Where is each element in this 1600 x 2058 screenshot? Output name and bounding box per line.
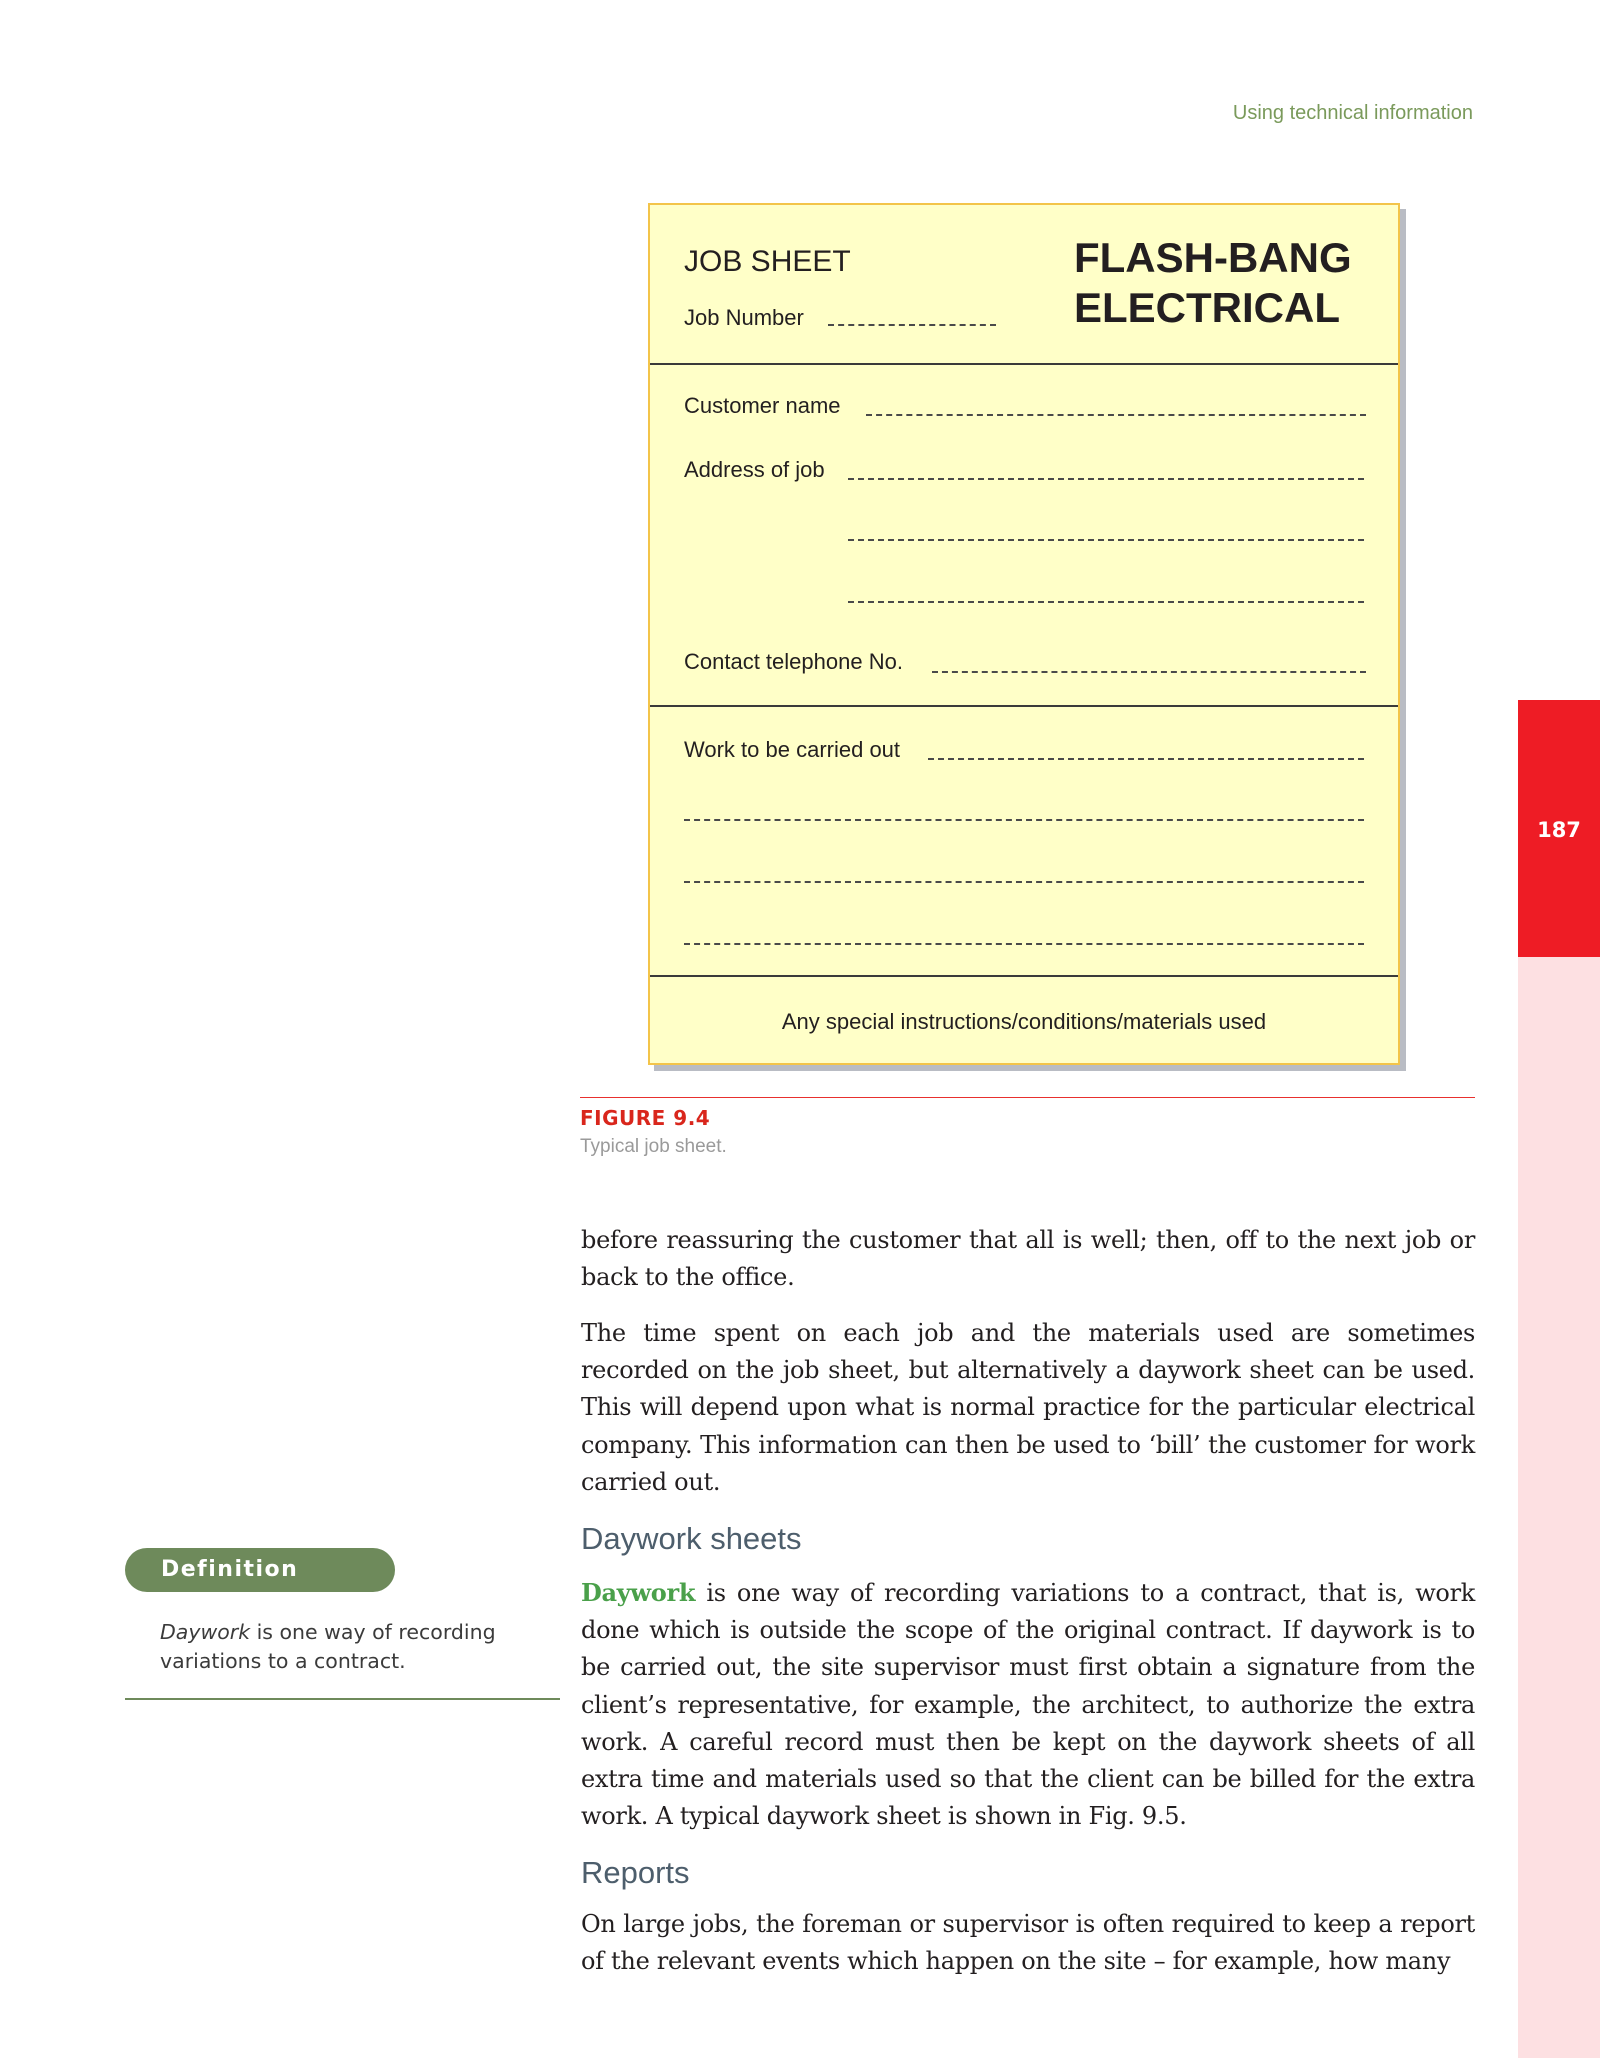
job-number-field <box>828 324 996 326</box>
job-number-label: Job Number <box>684 305 804 330</box>
work-field-line1 <box>928 758 1364 760</box>
job-sheet-form <box>648 203 1400 1065</box>
definition-term: Daywork <box>160 1620 251 1644</box>
job-sheet-title: JOB SHEET <box>684 245 851 278</box>
address-label: Address of job <box>684 457 825 482</box>
running-head: Using technical information <box>1232 102 1473 124</box>
work-field-line2 <box>684 819 1364 821</box>
definition-text <box>160 1618 560 1676</box>
page-number: 187 <box>1537 818 1581 842</box>
definition-title: Definition <box>161 1557 299 1582</box>
address-field-line1 <box>848 478 1364 480</box>
definition-rule <box>125 1698 560 1700</box>
figure-label: FIGURE 9.4 <box>580 1106 711 1130</box>
definition-badge <box>125 1548 395 1592</box>
address-field-line3 <box>848 601 1364 603</box>
work-field-line3 <box>684 881 1364 883</box>
company-name-line2: ELECTRICAL <box>1074 284 1340 331</box>
section-heading-daywork: Daywork sheets <box>581 1521 802 1556</box>
form-divider <box>650 363 1398 365</box>
customer-name-field <box>866 414 1366 416</box>
customer-name-label: Customer name <box>684 393 841 418</box>
work-label: Work to be carried out <box>684 737 901 762</box>
paragraph-text: is one way of recording variations to a contract, that is, work done which is outside the scope of the original contract. If daywork is to be carried out, the site supervisor must first obtain a signature from the client’s representative, for example, the architect, to authorize the extra work. A careful record must then be kept on the daywork sheets of all extra time and materials used so that the client can be billed for the extra work. A typical daywork sheet is shown in Fig. 9.5. <box>581 1579 1475 1831</box>
telephone-label: Contact telephone No. <box>684 649 903 674</box>
body-paragraph: On large jobs, the foreman or supervisor is often required to keep a report of the relevant events which happen on the site – for example, how many <box>581 1910 1475 1976</box>
company-name-line1: FLASH-BANG <box>1074 234 1352 281</box>
section-heading-reports: Reports <box>581 1855 690 1890</box>
work-field-line4 <box>684 943 1364 945</box>
figure-caption: Typical job sheet. <box>580 1136 727 1157</box>
body-paragraph: The time spent on each job and the materials used are sometimes recorded on the job sheet, but alternatively a daywork sheet can be used. This will depend upon what is normal practice for the particular electrical company. This information can then be used to ‘bill’ the customer for work carried out. <box>581 1319 1475 1496</box>
form-divider <box>650 975 1398 977</box>
telephone-field <box>932 671 1366 673</box>
definition-body: is one way of recording variations to a contract. <box>160 1620 496 1673</box>
key-term: Daywork <box>581 1578 696 1607</box>
body-paragraph <box>581 1574 1475 1835</box>
caption-rule <box>580 1097 1475 1098</box>
body-paragraph: before reassuring the customer that all is well; then, off to the next job or back to the office. <box>581 1226 1475 1292</box>
special-instructions-label: Any special instructions/conditions/materials used <box>781 1009 1267 1034</box>
address-field-line2 <box>848 539 1364 541</box>
form-divider <box>650 705 1398 707</box>
page-tab <box>1518 700 1600 957</box>
